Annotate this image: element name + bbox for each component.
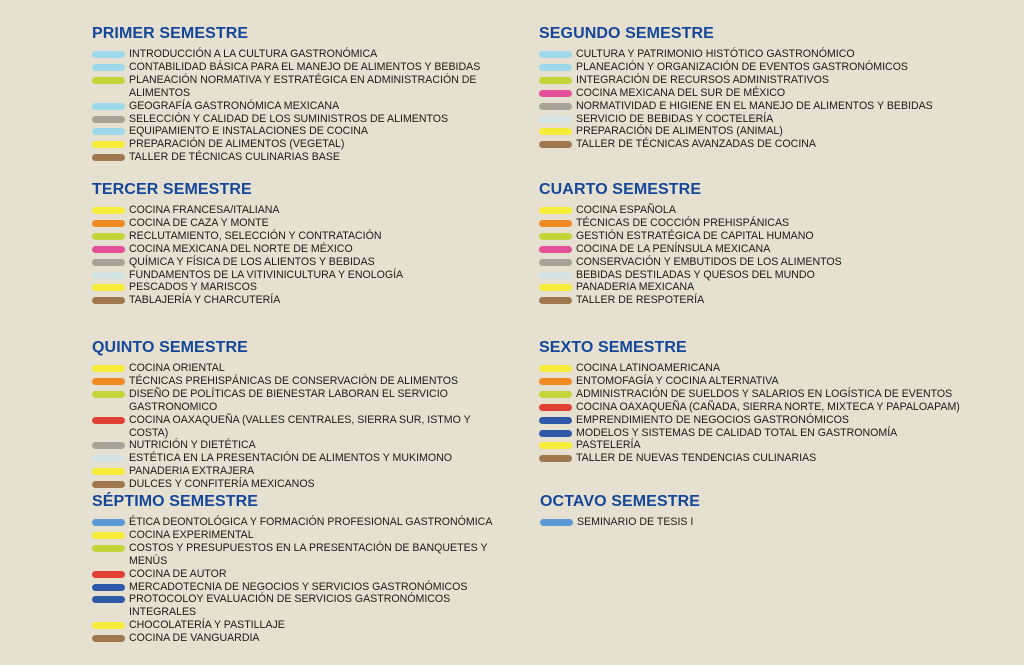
course-label: COCINA ESPAÑOLA	[576, 204, 676, 216]
color-swatch	[92, 365, 125, 372]
course-item	[539, 281, 959, 294]
color-swatch	[92, 154, 125, 161]
course-item	[92, 269, 497, 282]
course-label: INTEGRACIÓN DE RECURSOS ADMINISTRATIVOS	[576, 73, 829, 86]
color-swatch	[92, 246, 125, 253]
course-label: SERVICIO DE BEBIDAS Y COCTELERÍA	[576, 112, 774, 125]
course-label: GEOGRAFÍA GASTRONÓMICA MEXICANA	[129, 99, 340, 112]
color-swatch	[539, 128, 572, 135]
course-item	[92, 439, 497, 452]
course-label: EMPRENDIMIENTO DE NEGOCIOS GASTRONÓMICOS	[576, 413, 849, 426]
course-item	[92, 74, 497, 100]
color-swatch	[92, 596, 125, 603]
course-label: TABLAJERÍA Y CHARCUTERÍA	[129, 294, 281, 307]
color-swatch	[92, 571, 125, 578]
course-item	[539, 217, 959, 230]
course-label: TÉCNICAS PREHISPÁNICAS DE CONSERVACIÓN DE ALIMENTOS	[129, 374, 459, 387]
course-label: CULTURA Y PATRIMONIO HISTÓTICO GASTRONÓMICO	[576, 48, 855, 60]
course-label: GESTIÓN ESTRATÉGICA DE CAPITAL HUMANO	[576, 229, 814, 242]
course-label: NUTRICIÓN Y DIETÉTICA	[129, 439, 256, 452]
course-item	[539, 100, 959, 113]
course-item	[539, 74, 959, 87]
color-swatch	[92, 442, 125, 449]
course-label: PREPARACIÓN DE ALIMENTOS (ANIMAL)	[576, 125, 783, 138]
course-label: COCINA LATINOAMERICANA	[576, 362, 721, 374]
color-swatch	[539, 417, 572, 424]
course-item	[92, 138, 497, 151]
course-item	[539, 269, 959, 282]
course-item	[92, 632, 497, 645]
color-swatch	[539, 391, 572, 398]
course-item	[92, 581, 497, 594]
color-swatch	[92, 391, 125, 398]
course-item	[92, 465, 497, 478]
color-swatch	[92, 635, 125, 642]
course-label: MODELOS Y SISTEMAS DE CALIDAD TOTAL EN GASTRONOMÍA	[576, 426, 898, 439]
semester-6	[539, 339, 979, 465]
color-swatch	[539, 365, 572, 372]
course-item	[92, 593, 497, 619]
semester-title: CUARTO SEMESTRE	[539, 181, 702, 198]
semester-1	[92, 25, 497, 164]
course-label: RECLUTAMIENTO, SELECCIÓN Y CONTRATACIÓN	[129, 229, 382, 242]
color-swatch	[92, 141, 125, 148]
course-list	[92, 48, 497, 164]
color-swatch	[92, 77, 125, 84]
semester-title: PRIMER SEMESTRE	[92, 25, 249, 42]
color-swatch	[92, 51, 125, 58]
course-list	[92, 204, 497, 307]
course-label: COCINA MEXICANA DEL NORTE DE MÉXICO	[129, 242, 353, 255]
course-label: PANADERIA EXTRAJERA	[129, 465, 255, 478]
course-item	[539, 388, 979, 401]
course-item	[92, 362, 497, 375]
color-swatch	[540, 519, 573, 526]
course-label: COCINA ORIENTAL	[129, 362, 225, 374]
color-swatch	[539, 430, 572, 437]
course-item	[539, 439, 979, 452]
color-swatch	[92, 468, 125, 475]
course-item	[92, 516, 497, 529]
course-label: PANADERIA MEXICANA	[576, 281, 695, 294]
semester-5	[92, 339, 497, 491]
course-item	[539, 48, 959, 61]
color-swatch	[92, 284, 125, 291]
course-item	[92, 151, 497, 164]
course-item	[92, 388, 497, 414]
semester-title: SEXTO SEMESTRE	[539, 339, 687, 356]
semester-2	[539, 25, 959, 151]
course-label: TÉCNICAS DE COCCIÓN PREHISPÁNICAS	[576, 216, 790, 229]
course-label: COCINA DE CAZA Y MONTE	[129, 216, 269, 229]
course-label: PLANEACIÓN Y ORGANIZACIÓN DE EVENTOS GASTRONÓMICOS	[576, 60, 909, 73]
course-label: COCINA MEXICANA DEL SUR DE MÉXICO	[576, 86, 786, 99]
color-swatch	[92, 64, 125, 71]
color-swatch	[539, 378, 572, 385]
course-label: COSTOS Y PRESUPUESTOS EN LA PRESENTACIÓN DE BANQUETES Y MENÚS	[129, 541, 488, 567]
course-item	[539, 401, 979, 414]
course-item	[92, 243, 497, 256]
color-swatch	[92, 297, 125, 304]
course-item	[539, 61, 959, 74]
course-label: FUNDAMENTOS DE LA VITIVINICULTURA Y ENOLOGÍA	[129, 268, 404, 281]
course-label: SELECCIÓN Y CALIDAD DE LOS SUMINISTROS DE ALIMENTOS	[129, 112, 449, 125]
course-item	[92, 100, 497, 113]
color-swatch	[92, 584, 125, 591]
course-item	[92, 375, 497, 388]
color-swatch	[92, 259, 125, 266]
color-swatch	[92, 378, 125, 385]
course-list	[92, 362, 497, 491]
color-swatch	[539, 455, 572, 462]
course-item	[539, 243, 959, 256]
course-label: DULCES Y CONFITERÍA MEXICANOS	[129, 478, 315, 491]
course-label: ADMINISTRACIÓN DE SUELDOS Y SALARIOS EN LOGÍSTICA DE EVENTOS	[576, 387, 953, 400]
color-swatch	[539, 284, 572, 291]
course-label: CHOCOLATERÍA Y PASTILLAJE	[129, 619, 285, 632]
course-item	[92, 48, 497, 61]
course-label: TALLER DE TÉCNICAS CULINARIAS BASE	[129, 151, 340, 164]
course-label: PLANEACIÓN NORMATIVA Y ESTRATÉGICA EN ADMINISTRACIÓN DE ALIMENTOS	[129, 73, 477, 99]
course-label: CONSERVACIÓN Y EMBUTIDOS DE LOS ALIMENTOS	[576, 255, 842, 268]
course-label: CONTABILIDAD BÁSICA PARA EL MANEJO DE ALIMENTOS Y BEBIDAS	[129, 60, 481, 73]
course-item	[539, 138, 959, 151]
course-label: PROTOCOLOY EVALUACIÓN DE SERVICIOS GASTRONÓMICOS INTEGRALES	[129, 593, 451, 619]
course-label: DISEÑO DE POLÍTICAS DE BIENESTAR LABORAN EL SERVICIO GASTRONOMICO	[129, 387, 448, 413]
color-swatch	[92, 519, 125, 526]
color-swatch	[539, 103, 572, 110]
semester-3	[92, 181, 497, 307]
course-item	[539, 230, 959, 243]
course-label: COCINA EXPERIMENTAL	[129, 528, 254, 541]
color-swatch	[539, 233, 572, 240]
color-swatch	[539, 246, 572, 253]
course-label: NORMATIVIDAD E HIGIENE EN EL MANEJO DE ALIMENTOS Y BEBIDAS	[576, 99, 933, 112]
course-item	[539, 452, 979, 465]
color-swatch	[92, 103, 125, 110]
semester-7	[92, 493, 497, 645]
course-item	[539, 362, 979, 375]
semester-title: SEGUNDO SEMESTRE	[539, 25, 714, 42]
color-swatch	[539, 77, 572, 84]
course-list	[539, 362, 979, 465]
color-swatch	[539, 272, 572, 279]
course-label: BEBIDAS DESTILADAS Y QUESOS DEL MUNDO	[576, 268, 815, 281]
color-swatch	[92, 545, 125, 552]
course-item	[539, 375, 979, 388]
course-item	[92, 619, 497, 632]
course-label: COCINA OAXAQUEÑA (VALLES CENTRALES, SIERRA SUR, ISTMO Y COSTA)	[129, 413, 471, 439]
course-label: PASTELERÍA	[576, 439, 641, 452]
semester-4	[539, 181, 959, 307]
course-item	[92, 281, 497, 294]
course-label: PREPARACIÓN DE ALIMENTOS (VEGETAL)	[129, 138, 345, 151]
course-label: QUÍMICA Y FÍSICA DE LOS ALIENTOS Y BEBIDAS	[129, 255, 375, 268]
course-item	[92, 256, 497, 269]
course-label: EQUIPAMIENTO E INSTALACIONES DE COCINA	[129, 125, 368, 138]
course-list	[539, 204, 959, 307]
course-label: COCINA DE LA PENÍNSULA MEXICANA	[576, 242, 771, 255]
course-label: ESTÉTICA EN LA PRESENTACIÓN DE ALIMENTOS Y MUKIMONO	[129, 452, 452, 465]
color-swatch	[539, 220, 572, 227]
course-item	[539, 427, 979, 440]
course-item	[92, 61, 497, 74]
color-swatch	[92, 455, 125, 462]
color-swatch	[92, 417, 125, 424]
color-swatch	[92, 207, 125, 214]
course-list	[539, 48, 959, 151]
color-swatch	[539, 141, 572, 148]
color-swatch	[92, 128, 125, 135]
course-list	[540, 516, 960, 529]
course-item	[92, 414, 497, 440]
semester-8	[540, 493, 960, 529]
course-label: MERCADOTECNIA DE NEGOCIOS Y SERVICIOS GASTRONÓMICOS	[129, 580, 468, 593]
course-item	[539, 256, 959, 269]
color-swatch	[539, 207, 572, 214]
course-item	[92, 125, 497, 138]
course-item	[539, 87, 959, 100]
course-label: TALLER DE RESPOTERÍA	[576, 294, 705, 307]
color-swatch	[92, 272, 125, 279]
course-item	[540, 516, 960, 529]
course-item	[92, 204, 497, 217]
course-item	[92, 217, 497, 230]
course-item	[539, 204, 959, 217]
color-swatch	[539, 297, 572, 304]
color-swatch	[92, 116, 125, 123]
color-swatch	[92, 233, 125, 240]
color-swatch	[539, 259, 572, 266]
course-item	[92, 113, 497, 126]
semester-title: TERCER SEMESTRE	[92, 181, 252, 198]
course-item	[539, 113, 959, 126]
course-item	[92, 294, 497, 307]
course-item	[92, 478, 497, 491]
course-label: TALLER DE NUEVAS TENDENCIAS CULINARIAS	[576, 452, 817, 465]
course-label: INTRODUCCIÓN A LA CULTURA GASTRONÓMICA	[129, 48, 378, 60]
color-swatch	[539, 64, 572, 71]
course-item	[92, 452, 497, 465]
course-label: COCINA OAXAQUEÑA (CAÑADA, SIERRA NORTE, MIXTECA Y PAPALOAPAM)	[576, 400, 960, 413]
course-label: SEMINARIO DE TESIS I	[577, 516, 694, 528]
course-label: COCINA FRANCESA/ITALIANA	[129, 204, 280, 216]
color-swatch	[539, 90, 572, 97]
color-swatch	[539, 442, 572, 449]
course-label: PESCADOS Y MARISCOS	[129, 281, 257, 294]
course-item	[92, 529, 497, 542]
color-swatch	[92, 481, 125, 488]
semester-title: OCTAVO SEMESTRE	[540, 493, 701, 510]
course-label: COCINA DE VANGUARDIA	[129, 632, 260, 645]
color-swatch	[539, 51, 572, 58]
course-item	[92, 230, 497, 243]
semester-title: QUINTO SEMESTRE	[92, 339, 248, 356]
course-item	[92, 568, 497, 581]
color-swatch	[92, 220, 125, 227]
color-swatch	[92, 532, 125, 539]
course-item	[539, 294, 959, 307]
course-list	[92, 516, 497, 645]
course-item	[539, 125, 959, 138]
color-swatch	[539, 404, 572, 411]
course-label: ENTOMOFAGÍA Y COCINA ALTERNATIVA	[576, 374, 779, 387]
color-swatch	[92, 622, 125, 629]
color-swatch	[539, 116, 572, 123]
course-label: COCINA DE AUTOR	[129, 567, 227, 580]
course-label: TALLER DE TÉCNICAS AVANZADAS DE COCINA	[576, 138, 816, 151]
course-item	[539, 414, 979, 427]
course-item	[92, 542, 497, 568]
course-label: ÉTICA DEONTOLÓGICA Y FORMACIÓN PROFESIONAL GASTRONÓMICA	[129, 516, 493, 528]
semester-title: SÉPTIMO SEMESTRE	[92, 493, 259, 510]
